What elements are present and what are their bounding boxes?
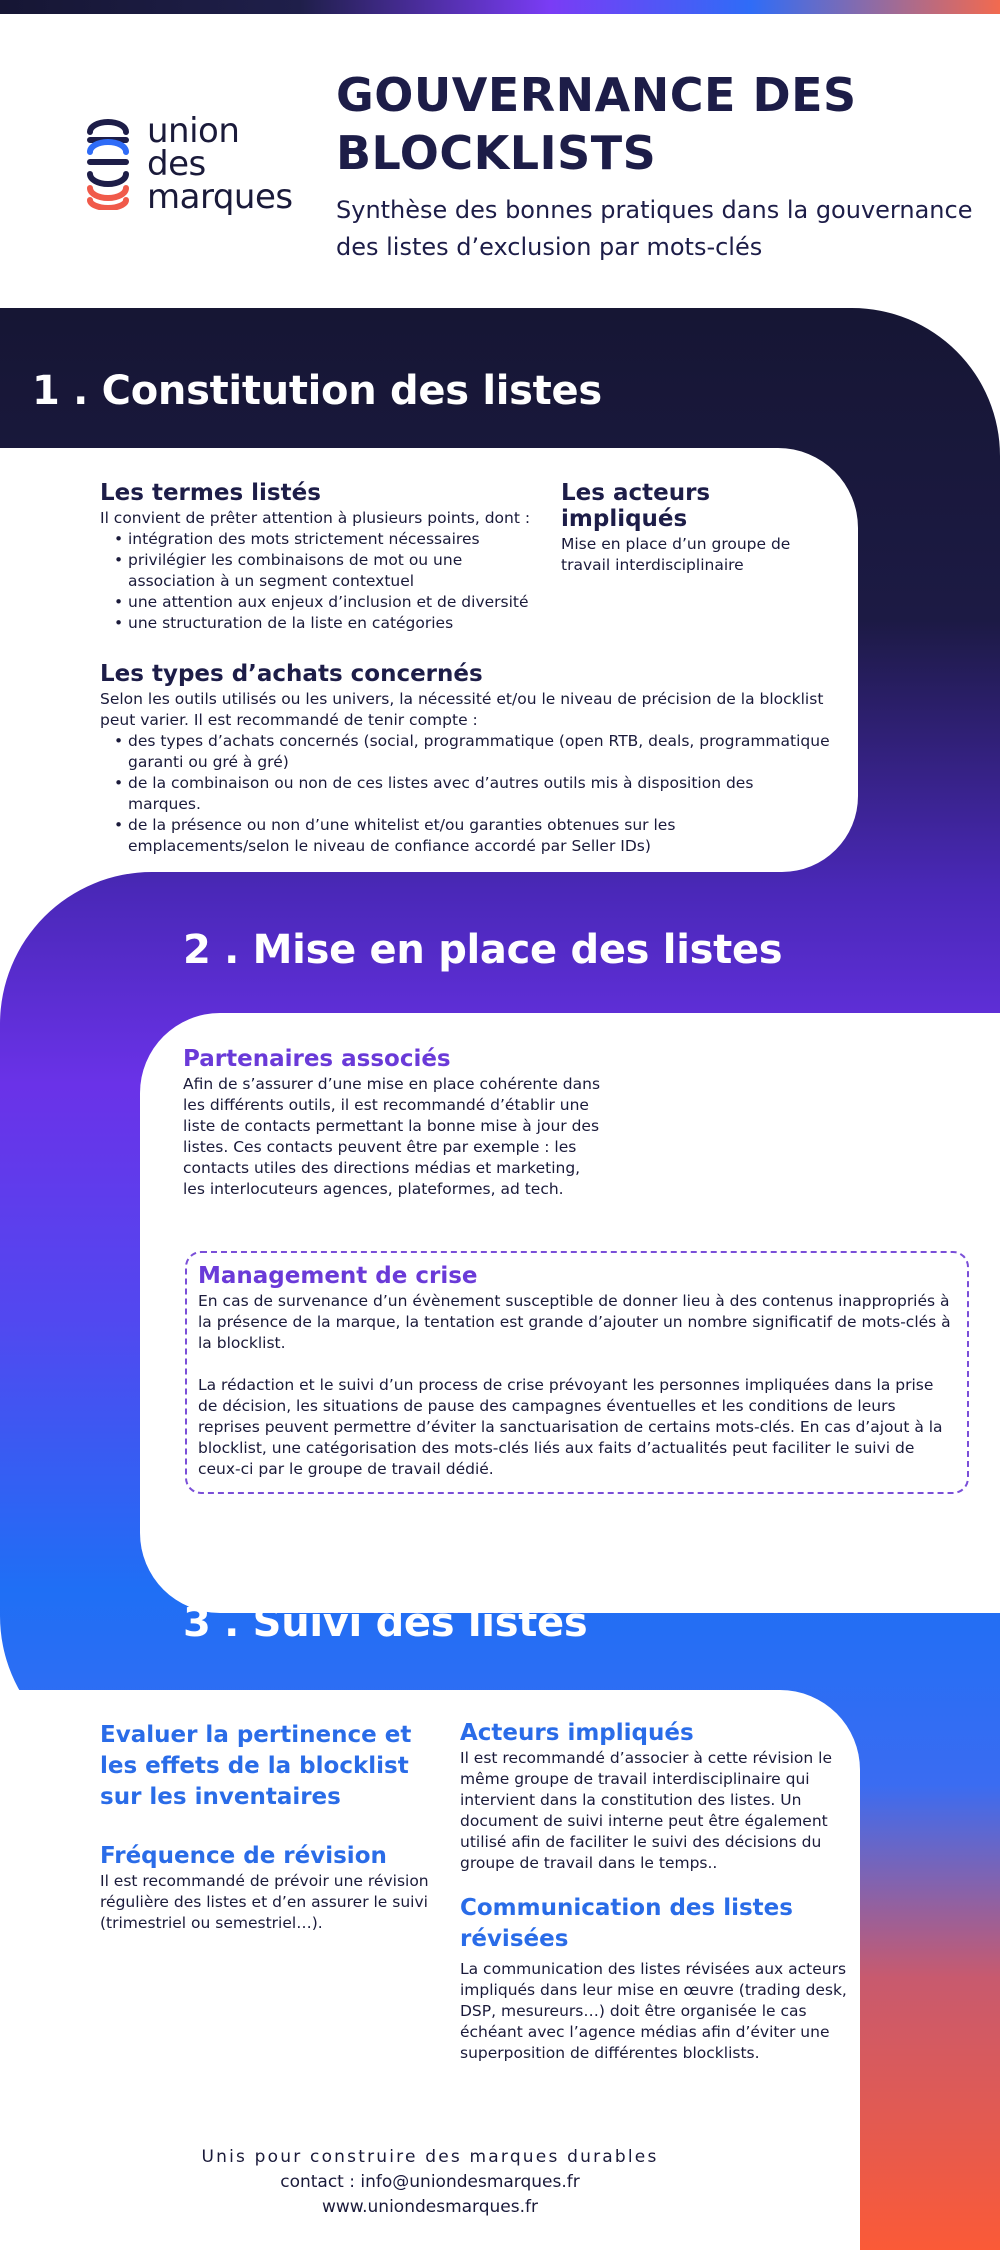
logo-word: des	[147, 144, 206, 184]
evaluer-heading: Evaluer la pertinence et les effets de la blocklist sur les inventaires	[100, 1722, 412, 1810]
union-des-marques-logo	[82, 111, 302, 218]
crise-heading: Management de crise	[198, 1263, 478, 1289]
footer	[0, 2145, 860, 2220]
acteurs-text: Mise en place d’un groupe de travail interdisciplinaire	[561, 535, 791, 574]
types-list	[114, 731, 830, 857]
logo-wordmark	[147, 111, 293, 217]
termes-listes-block	[100, 480, 540, 634]
types-heading: Les types d’achats concernés	[100, 661, 483, 687]
footer-website-link[interactable]: www.uniondesmarques.fr	[321, 2197, 539, 2217]
section3-title: 3 . Suivi des listes	[183, 1600, 588, 1646]
partenaires-block	[183, 1046, 603, 1200]
list-item: • de la combinaison ou non de ces listes avec d’autres outils mis à disposition des marques.	[114, 773, 830, 815]
list-item: • une structuration de la liste en catégories	[114, 613, 540, 634]
partenaires-heading: Partenaires associés	[183, 1046, 451, 1072]
list-item: • une attention aux enjeux d’inclusion et de diversité	[114, 592, 540, 613]
frequence-text: Il est recommandé de prévoir une révision régulière des listes et d’en assurer le suivi (trimestriel ou semestriel…).	[100, 1872, 429, 1932]
crise-paragraph-1: En cas de survenance d’un évènement susceptible de donner lieu à des contenus inappropriés à la présence de la marque, la tentation est grande d’ajouter un nombre significatif de mots-clés à la blocklist.	[198, 1292, 951, 1352]
frequence-heading: Fréquence de révision	[100, 1843, 387, 1869]
acteurs-3-heading: Acteurs impliqués	[460, 1720, 694, 1746]
logo-mark-icon	[82, 118, 134, 210]
footer-contact[interactable]: contact : info@uniondesmarques.fr	[280, 2172, 580, 2192]
acteurs-3-block	[460, 1720, 850, 1874]
logo-word: marques	[147, 177, 293, 217]
management-crise-box	[185, 1251, 969, 1494]
acteurs-3-text: Il est recommandé d’associer à cette révision le même groupe de travail interdisciplinaire qui intervient dans la constitution des listes. Un document de suivi interne peut être également utilisé afin de faciliter le suivi des décisions du groupe de travail dans le temps..	[460, 1749, 832, 1872]
page-subtitle: Synthèse des bonnes pratiques dans la gouvernance des listes d’exclusion par mots-clés	[336, 196, 973, 261]
list-item: • des types d’achats concernés (social, programmatique (open RTB, deals, programmatique garanti ou gré à gré)	[114, 731, 830, 773]
partenaires-text: Afin de s’assurer d’une mise en place cohérente dans les différents outils, il est recommandé d’établir une liste de contacts permettant la bonne mise à jour des listes. Ces contacts peuvent être par exemple : les contacts utiles des directions médias et marketing, les interlocuteurs agences, plateformes, ad tech.	[183, 1075, 601, 1198]
types-achats-block	[100, 661, 830, 857]
list-item: • intégration des mots strictement nécessaires	[114, 529, 540, 550]
termes-intro: Il convient de prêter attention à plusieurs points, dont :	[100, 509, 531, 527]
section2-title: 2 . Mise en place des listes	[183, 927, 783, 973]
evaluer-block	[100, 1720, 430, 1813]
communication-text: La communication des listes révisées aux acteurs impliqués dans leur mise en œuvre (trading desk, DSP, mesureurs…) doit être organisée le cas échéant avec l’agence médias afin d’éviter une superposition de différentes blocklists.	[460, 1960, 847, 2062]
logo-word: union	[147, 111, 240, 151]
top-gradient-bar	[0, 0, 1000, 14]
page-title: GOUVERNANCE DES BLOCKLISTS	[336, 68, 857, 180]
termes-list	[114, 529, 540, 634]
frequence-block	[100, 1843, 430, 1934]
crise-paragraph-2: La rédaction et le suivi d’un process de crise prévoyant les personnes impliquées dans la prise de décision, les situations de pause des campagnes éventuelles et les conditions de leurs reprises peuvent permettre d’éviter la sanctuarisation de certains mots-clés. En cas d’ajout à la blocklist, une catégorisation des mots-clés liés aux faits d’actualités peut faciliter le suivi de ceux-ci par le groupe de travail dédié.	[198, 1376, 943, 1478]
termes-heading: Les termes listés	[100, 480, 321, 506]
types-intro: Selon les outils utilisés ou les univers, la nécessité et/ou le niveau de précision de la blocklist peut varier. Il est recommandé de tenir compte :	[100, 690, 824, 729]
acteurs-impliques-block	[561, 480, 821, 576]
list-item: • de la présence ou non d’une whitelist et/ou garanties obtenues sur les emplacements/selon le niveau de confiance accordé par Seller IDs)	[114, 815, 830, 857]
list-item: • privilégier les combinaisons de mot ou une association à un segment contextuel	[114, 550, 540, 592]
acteurs-heading: Les acteurs impliqués	[561, 480, 711, 532]
communication-block	[460, 1893, 850, 2064]
footer-tagline: Unis pour construire des marques durables	[201, 2147, 659, 2167]
communication-heading: Communication des listes révisées	[460, 1895, 793, 1952]
section1-title: 1 . Constitution des listes	[32, 368, 602, 414]
